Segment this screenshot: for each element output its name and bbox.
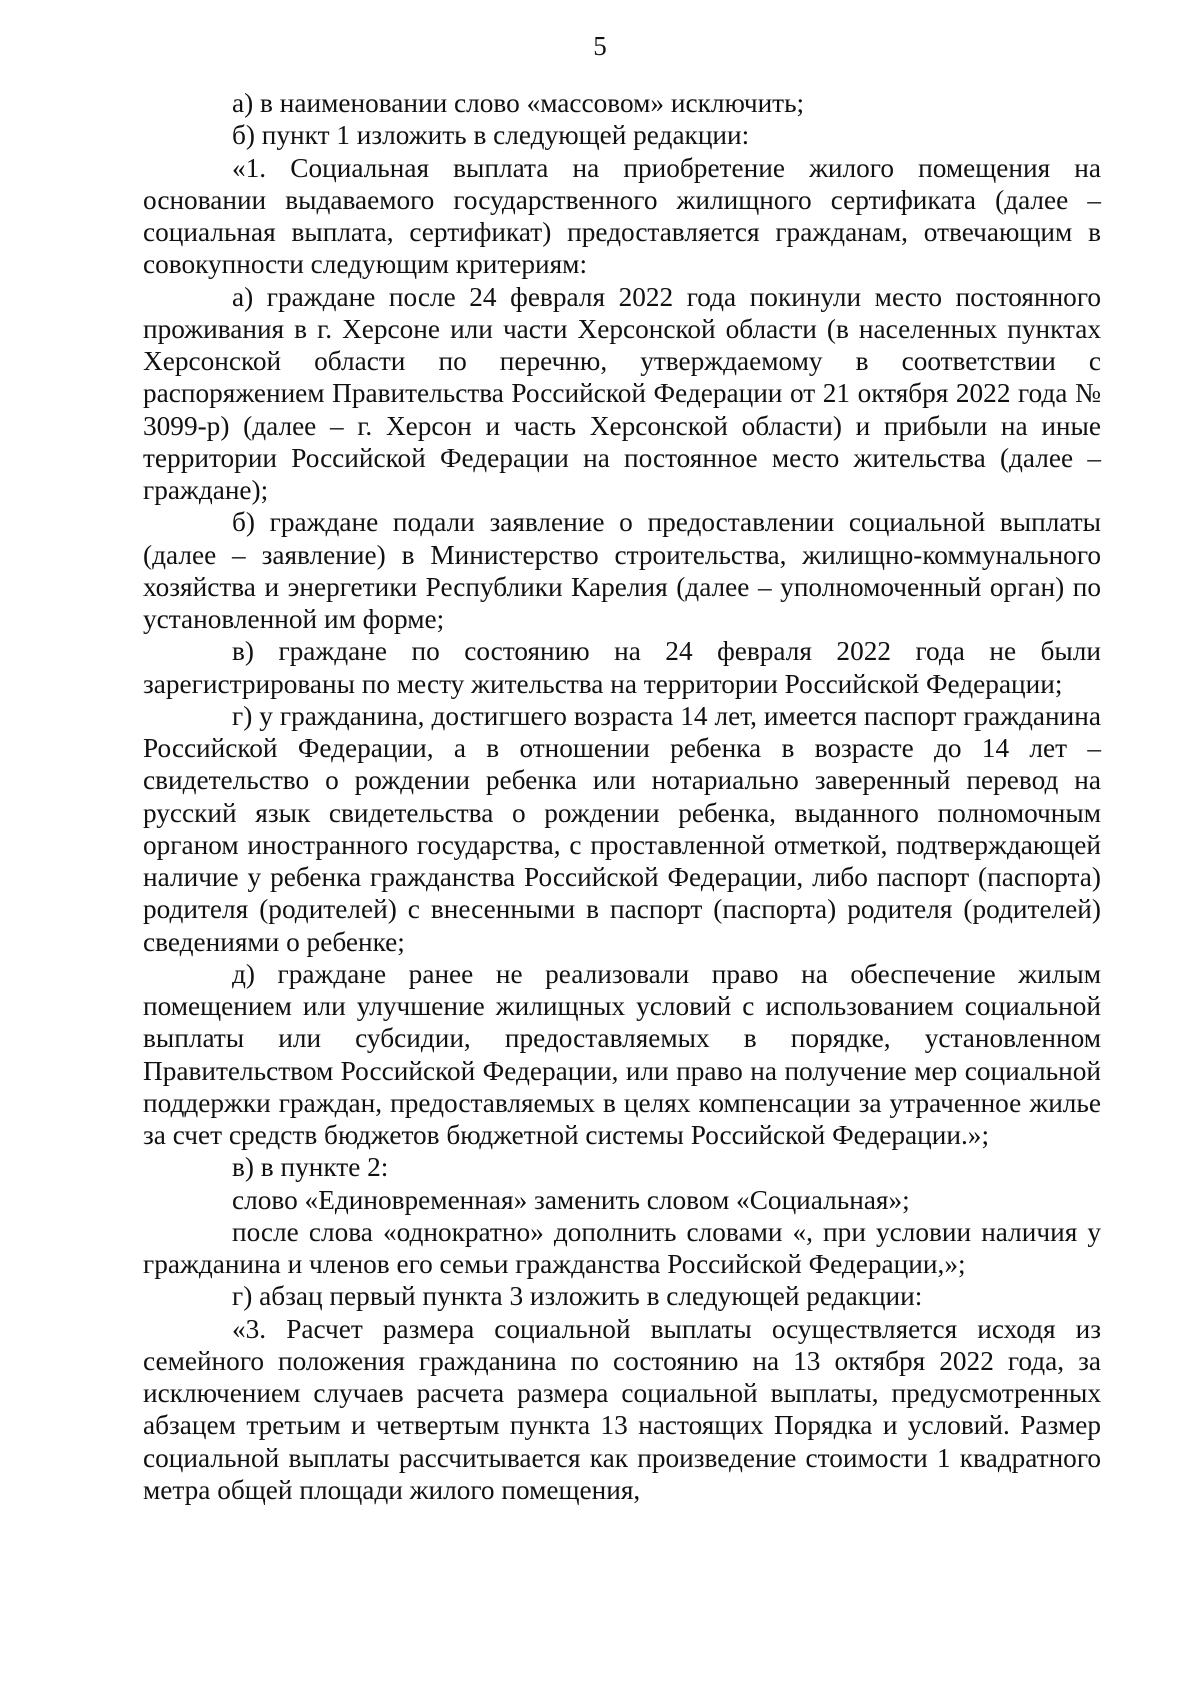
paragraph-amendment-b: б) пункт 1 изложить в следующей редакции: [232,120,750,151]
paragraph-criterion-v: в) граждане по состоянию на 24 февраля 2022 года не были зарегистрированы по месту жительства на территории Российской Федерации; [143,636,1101,699]
paragraph-criterion-g: г) у гражданина, достигшего возраста 14 лет, имеется паспорт гражданина Российской Федерации, а в отношении ребенка в возрасте до 14 лет – свидетельство о рождении ребенка или нотариально заверенный перевод на русский язык свидетельства о рождении ребенка, выданного полномочным органом иностранного государства, с проставленной отметкой, подтверждающей наличие у ребенка гражданства Российской Федерации, либо паспорт (паспорта) родителя (родителей) с внесенными в паспорт (паспорта) родителя (родителей) сведениями о ребенке; [143,700,1101,957]
paragraph-criterion-b: б) граждане подали заявление о предоставлении социальной выплаты (далее – заявление) в Министерство строительства, жилищно-коммунального хозяйства и энергетики Республики Карелия (далее – уполномоченный орган) по установленной им форме; [143,507,1101,634]
paragraph-criterion-a: а) граждане после 24 февраля 2022 года покинули место постоянного проживания в г. Херсоне или части Херсонской области (в населенных пунктах Херсонской области по перечню, утверждаемому в соответствии с распоряжением Правительства Российской Федерации от 21 октября 2022 года № 3099-р) (далее – г. Херсон и часть Херсонской области) и прибыли на иные территории Российской Федерации на постоянное место жительства (далее – граждане); [143,281,1101,505]
paragraph-word-addition: после слова «однократно» дополнить словами «, при условии наличия у гражданина и членов его семьи гражданства Российской Федерации,»; [143,1216,1101,1279]
paragraph-amendment-v: в) в пункте 2: [232,1152,389,1183]
paragraph-clause-1: «1. Социальная выплата на приобретение жилого помещения на основании выдаваемого государственного жилищного сертификата (далее – социальная выплата, сертификат) предоставляется гражданам, отвечающим в совокупности следующим критериям: [143,152,1101,280]
document-body [143,87,1101,1506]
page-number: 5 [593,31,607,61]
paragraph-criterion-d: д) граждане ранее не реализовали право на обеспечение жилым помещением или улучшение жилищных условий с использованием социальной выплаты или субсидии, предоставляемых в порядке, установленном Правительством Российской Федерации, или право на получение мер социальной поддержки граждан, предоставляемых в целях компенсации за утраченное жилье за счет средств бюджетов бюджетной системы Российской Федерации.»; [143,958,1101,1150]
paragraph-amendment-a: а) в наименовании слово «массовом» исключить; [232,88,805,118]
paragraph-word-replacement: слово «Единовременная» заменить словом «Социальная»; [232,1184,910,1215]
paragraph-amendment-g: г) абзац первый пункта 3 изложить в следующей редакции: [232,1281,923,1312]
paragraph-clause-3: «3. Расчет размера социальной выплаты осуществляется исходя из семейного положения гражданина по состоянию на 13 октября 2022 года, за исключением случаев расчета размера социальной выплаты, предусмотренных абзацем третьим и четвертым пункта 13 настоящих Порядка и условий. Размер социальной выплаты рассчитывается как произведение стоимости 1 квадратного метра общей площади жилого помещения, [143,1313,1101,1505]
